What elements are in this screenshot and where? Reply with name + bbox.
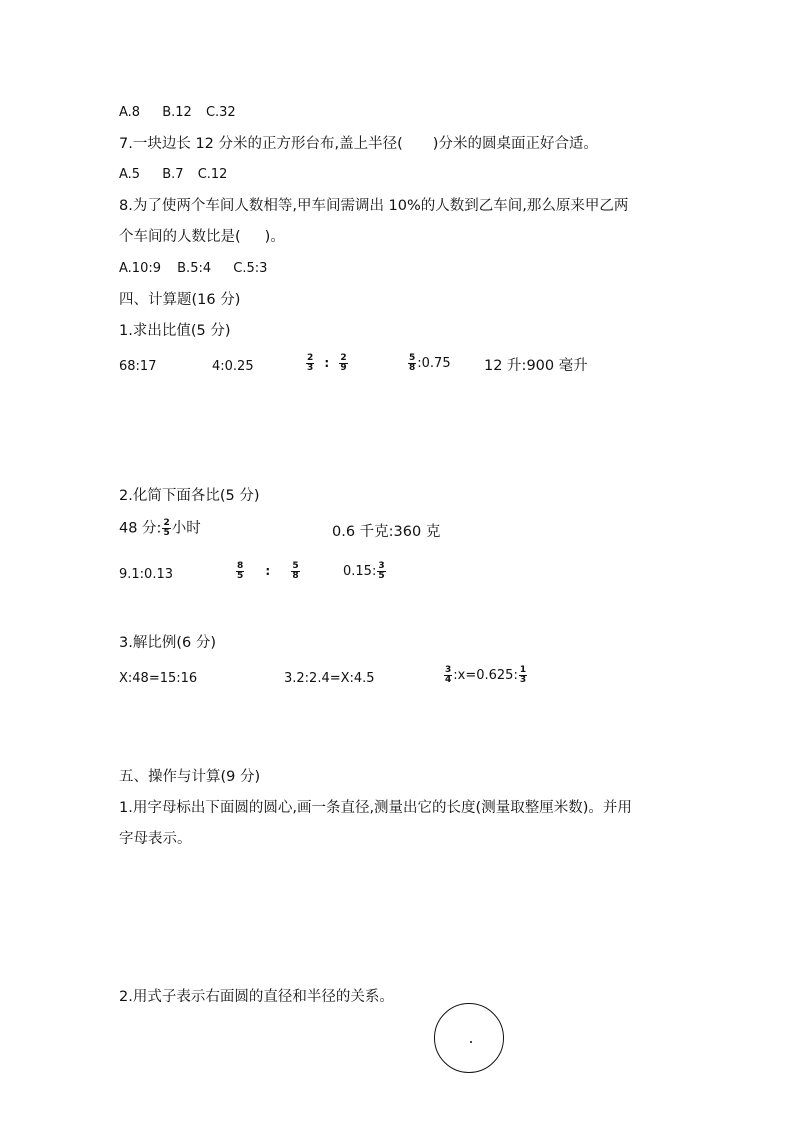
proportion-item-1: X:48=15:16	[119, 671, 198, 686]
simplify-item-1: 48 分: $\frac{2}{5}$ 小时	[119, 518, 201, 538]
option-a: A.10:9	[119, 261, 161, 276]
proportion-item-2: 3.2:2.4=X:4.5	[284, 671, 375, 686]
circle-figure	[434, 1003, 504, 1073]
option-a: A.5	[119, 167, 141, 182]
option-c: C.5:3	[233, 261, 268, 276]
option-b: B.5:4	[177, 261, 212, 276]
part-1-title: 1.求出比值(5 分)	[119, 323, 231, 339]
simplify-item-4: $\frac{8}{5}$ : $\frac{5}{8}$	[237, 561, 299, 581]
circle-center-dot	[470, 1041, 472, 1043]
ratio-item-5: 12 升:900 毫升	[484, 358, 588, 374]
question-8-line2: 个车间的人数比是( )。	[119, 229, 285, 245]
section-5-p1-line1: 1.用字母标出下面圆的圆心,画一条直径,测量出它的长度(测量取整厘米数)。并用	[119, 800, 632, 816]
part-2-title: 2.化简下面各比(5 分)	[119, 488, 260, 504]
question-7: 7.一块边长 12 分米的正方形台布,盖上半径( )分米的圆桌面正好合适。	[119, 136, 598, 152]
proportion-item-3: $\frac{3}{4}$ :x=0.625: $\frac{1}{3}$	[445, 665, 527, 685]
option-c: C.12	[197, 167, 228, 182]
fraction: $\frac{5}{8}$	[409, 353, 416, 373]
fraction: $\frac{5}{8}$	[292, 561, 299, 581]
fraction: $\frac{8}{5}$	[237, 561, 244, 581]
q7-options	[119, 168, 227, 181]
fraction: $\frac{3}{5}$	[378, 561, 385, 581]
fraction: $\frac{3}{4}$	[445, 665, 452, 685]
ratio-item-1: 68:17	[119, 359, 157, 374]
q8-options	[119, 262, 267, 275]
q6-options	[119, 106, 236, 119]
part-3-title: 3.解比例(6 分)	[119, 635, 216, 651]
fraction: $\frac{2}{5}$	[163, 518, 170, 538]
simplify-item-3: 9.1:0.13	[119, 567, 173, 582]
simplify-item-5: 0.15: $\frac{3}{5}$	[343, 561, 385, 581]
simplify-item-2: 0.6 千克:360 克	[332, 524, 441, 540]
ratio-item-2: 4:0.25	[212, 359, 254, 374]
section-5-p2: 2.用式子表示右面圆的直径和半径的关系。	[119, 989, 394, 1005]
option-b: B.12	[162, 105, 192, 120]
ratio-item-3: $\frac{2}{3}$ : $\frac{2}{9}$	[307, 353, 347, 373]
option-c: C.32	[205, 105, 236, 120]
fraction: $\frac{2}{3}$	[307, 353, 314, 373]
section-5-title: 五、操作与计算(9 分)	[119, 769, 261, 785]
option-b: B.7	[162, 167, 184, 182]
question-8-line1: 8.为了使两个车间人数相等,甲车间需调出 10%的人数到乙车间,那么原来甲乙两	[119, 198, 629, 214]
fraction: $\frac{2}{9}$	[340, 353, 347, 373]
option-a: A.8	[119, 105, 141, 120]
section-4-title: 四、计算题(16 分)	[119, 292, 241, 308]
fraction: $\frac{1}{3}$	[519, 665, 527, 685]
section-5-p1-line2: 字母表示。	[119, 831, 192, 847]
ratio-item-4: $\frac{5}{8}$ :0.75	[409, 353, 451, 373]
